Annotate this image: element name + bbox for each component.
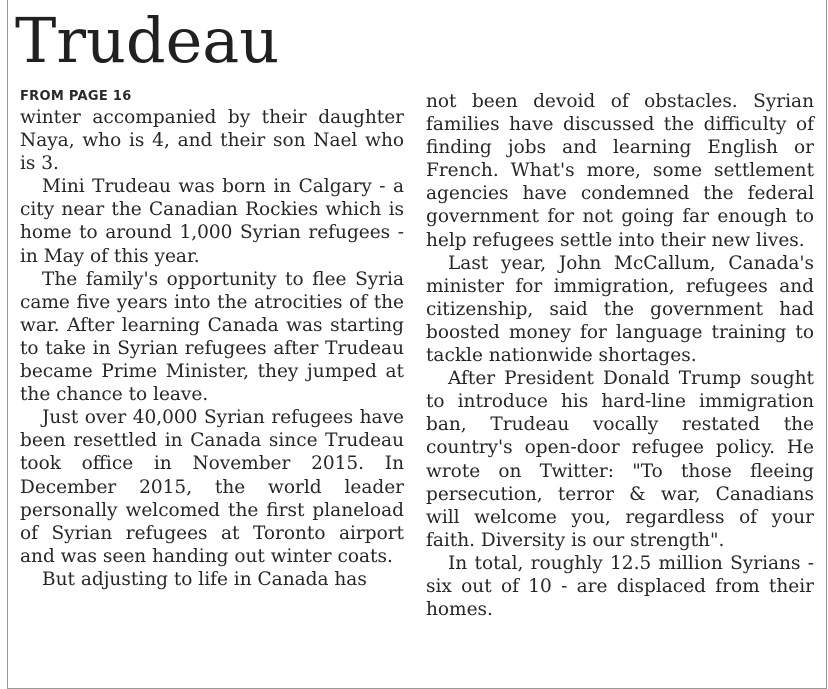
jump-line: FROM PAGE 16 xyxy=(20,89,132,104)
paragraph: In total, roughly 12.5 million Syrians - six out of 10 - are displaced from their homes. xyxy=(426,552,814,621)
paragraph: Last year, John McCallum, Canada's minister for immigration, refugees and citizenship, said the government had boosted money for language training to tackle nationwide shortages. xyxy=(426,252,814,367)
paragraph: Mini Trudeau was born in Calgary - a city near the Canadian Rockies which is home to around 1,000 Syrian refugees - in May of this year. xyxy=(20,176,404,267)
paragraph: winter accompanied by their daughter Naya, who is 4, and their son Nael who is 3. xyxy=(20,107,404,175)
article-column-left xyxy=(20,88,404,591)
article-headline: Trudeau xyxy=(15,4,280,77)
paragraph: But adjusting to life in Canada has xyxy=(42,568,367,590)
paragraph: not been devoid of obstacles. Syrian families have discussed the difficulty of finding jobs and learning English or French. What's more, some settlement agencies have condemned the federal government for not going far enough to help refugees settle into their new lives. xyxy=(426,91,814,251)
paragraph: After President Donald Trump sought to introduce his hard-line immigration ban, Trudeau vocally restated the country's open-door refugee policy. He wrote on Twitter: "To those fleeing persecution, terror & war, Canadians will welcome you, regardless of your faith. Diversity is our strength". xyxy=(426,368,814,551)
paragraph: Just over 40,000 Syrian refugees have been resettled in Canada since Trudeau took office in November 2015. In December 2015, the world leader personally welcomed the first planeload of Syrian refugees at Toronto airport and was seen handing out winter coats. xyxy=(20,407,404,567)
paragraph: The family's opportunity to flee Syria came five years into the atrocities of the war. After learning Canada was starting to take in Syrian refugees after Trudeau became Prime Minister, they jumped at the chance to leave. xyxy=(20,268,404,406)
article-column-right xyxy=(426,90,814,621)
